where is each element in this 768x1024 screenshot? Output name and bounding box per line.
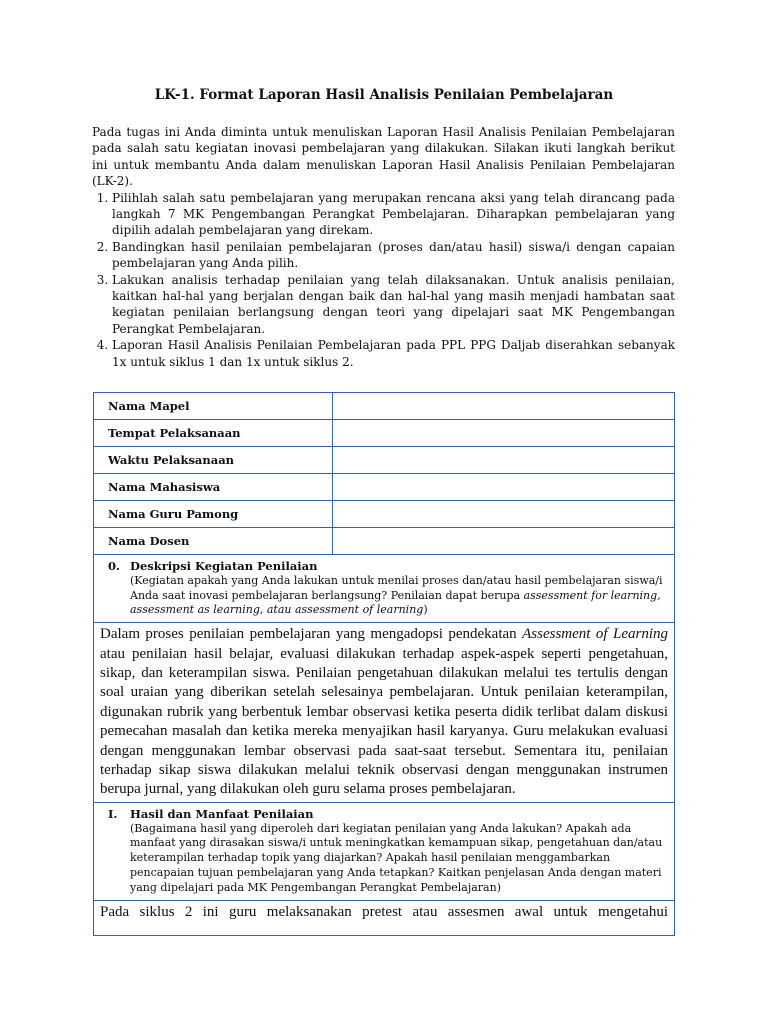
table-row xyxy=(94,420,675,447)
table-row xyxy=(94,393,675,420)
section-1-header-row xyxy=(94,802,675,900)
field-value[interactable] xyxy=(333,420,675,447)
document-title: LK-1. Format Laporan Hasil Analisis Penilaian Pembelajaran xyxy=(154,87,614,103)
report-form-table xyxy=(93,392,675,936)
answer-text: Dalam proses penilaian pembelajaran yang mengadopsi pendekatan xyxy=(100,626,523,643)
table-row xyxy=(94,447,675,474)
field-label: Nama Guru Pamong xyxy=(94,501,333,528)
section-heading xyxy=(108,559,666,574)
question-italic-text: assessment for learning, assessment as learning, atau assessment of learning xyxy=(130,588,661,617)
section-1-answer[interactable]: Pada siklus 2 ini guru melaksanakan pretest atau assesmen awal untuk mengetahui xyxy=(94,900,675,935)
field-value[interactable] xyxy=(333,474,675,501)
answer-italic-text: Assessment of Learning xyxy=(522,626,668,643)
section-number: 0. xyxy=(108,559,121,573)
field-value[interactable] xyxy=(333,501,675,528)
question-end: ) xyxy=(423,603,428,617)
field-value[interactable] xyxy=(333,447,675,474)
section-0-header xyxy=(94,555,675,623)
section-title: Hasil dan Manfaat Penilaian xyxy=(130,806,314,821)
table-row xyxy=(94,528,675,555)
step-item: 4. Laporan Hasil Analisis Penilaian Pembelajaran pada PPL PPG Daljab diserahkan sebanyak 1x untuk siklus 1 dan 1x untuk siklus 2. xyxy=(112,337,675,370)
section-0-header-row xyxy=(94,555,675,623)
instructions xyxy=(92,124,675,370)
intro-paragraph: Pada tugas ini Anda diminta untuk menuliskan Laporan Hasil Analisis Penilaian Pembelajaran pada salah satu kegiatan inovasi pembelajaran yang dilakukan. Silakan ikuti langkah berikut ini untuk membantu Anda dalam menuliskan Laporan Hasil Analisis Penilaian Pembelajaran (LK-2). xyxy=(92,125,675,189)
step-item: 3. Lakukan analisis terhadap penilaian yang telah dilaksanakan. Untuk analisis penilaian, kaitkan hal-hal yang berjalan dengan baik dan hal-hal yang masih menjadi hambatan saat kegiatan penilaian berlangsung dengan teori yang dipelajari saat MK Pengembangan Perangkat Pembelajaran. xyxy=(112,272,675,338)
section-number: I. xyxy=(108,806,118,821)
field-label: Waktu Pelaksanaan xyxy=(94,447,333,474)
section-1-header xyxy=(94,802,675,900)
answer-text: atau penilaian hasil belajar, evaluasi dilakukan terhadap aspek-aspek seperti pengetahuan, sikap, dan keterampilan siswa. Penilaian pengetahuan dilakukan melalui tes tertulis dengan soal uraian yang diberikan setelah selesainya pembelajaran. Untuk penilaian keterampilan, digunakan rubrik yang berbentuk lembar observasi ketika peserta didik terlibat dalam diskusi pemecahan masalah dan ketika mereka menyajikan hasil karyanya. Guru melakukan evaluasi dengan menggunakan lembar observasi pada saat-saat tersebut. Sementara itu, penilaian terhadap sikap siswa dilakukan melalui teknik observasi dengan menggunakan instrumen berupa jurnal, yang dilakukan oleh guru selama proses pembelajaran. xyxy=(100,645,668,798)
question-text: (Kegiatan apakah yang Anda lakukan untuk menilai proses dan/atau hasil pembelajaran siswa/i Anda saat inovasi pembelajaran berlangsung? Penilaian dapat berupa xyxy=(130,573,663,602)
section-question xyxy=(108,574,666,618)
section-0-answer-row xyxy=(94,623,675,803)
field-label: Tempat Pelaksanaan xyxy=(94,420,333,447)
field-value[interactable] xyxy=(333,528,675,555)
step-item: 1. Pilihlah salah satu pembelajaran yang merupakan rencana aksi yang telah dirancang pada langkah 7 MK Pengembangan Perangkat Pembelajaran. Diharapkan pembelajaran yang dipilih adalah pembelajaran yang direkam. xyxy=(112,190,675,239)
field-value[interactable] xyxy=(333,393,675,420)
section-title: Deskripsi Kegiatan Penilaian xyxy=(130,559,318,573)
section-0-answer[interactable] xyxy=(94,623,675,803)
section-heading xyxy=(108,807,666,822)
step-item: 2. Bandingkan hasil penilaian pembelajaran (proses dan/atau hasil) siswa/i dengan capaian pembelajaran yang Anda pilih. xyxy=(112,239,675,272)
section-1-answer-row xyxy=(94,900,675,935)
field-label: Nama Dosen xyxy=(94,528,333,555)
table-row xyxy=(94,474,675,501)
steps-list xyxy=(92,190,675,370)
section-question: (Bagaimana hasil yang diperoleh dari kegiatan penilaian yang Anda lakukan? Apakah ada manfaat yang dirasakan siswa/i untuk meningkatkan kemampuan sikap, pengetahuan dan/atau keterampilan terhadap topik yang diajarkan? Apakah hasil penilaian menggambarkan pencapaian tujuan pembelajaran yang Anda tetapkan? Kaitkan penjelasan Anda dengan materi yang dipelajari pada MK Pengembangan Perangkat Pembelajaran) xyxy=(130,821,663,894)
table-row xyxy=(94,501,675,528)
field-label: Nama Mapel xyxy=(94,393,333,420)
field-label: Nama Mahasiswa xyxy=(94,474,333,501)
